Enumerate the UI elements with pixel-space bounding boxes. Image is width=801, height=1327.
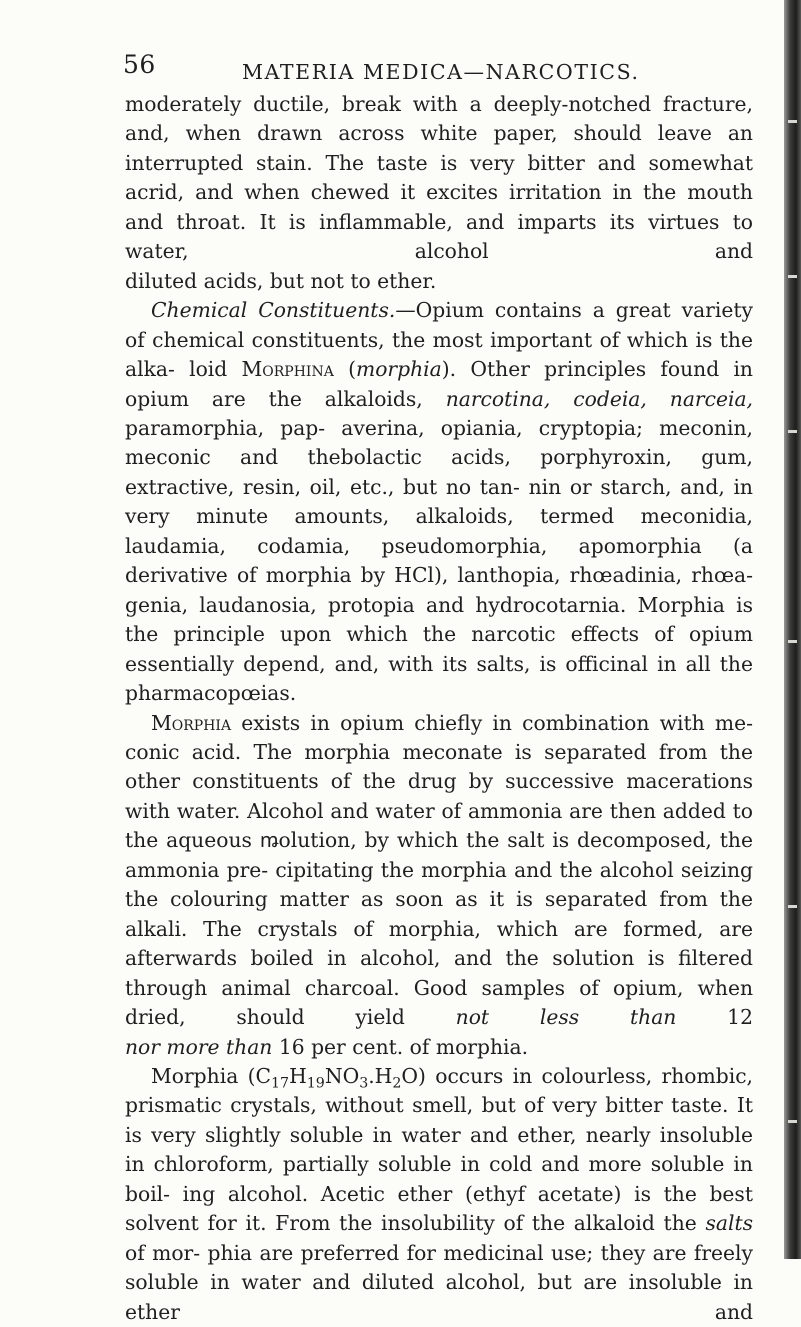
edge-speck: [788, 120, 797, 123]
text-fragment: O) occurs in colourless, rhombic,: [401, 1063, 753, 1088]
text-line: stain. The taste is very bitter and somewhat acrid, and when: [125, 150, 753, 205]
text-fragment: 12: [676, 1005, 753, 1030]
text-fragment: samples of opium, when dried, should yield: [125, 975, 754, 1030]
body-text: [125, 90, 753, 1327]
text-line: diluted acids, but not to ether.: [125, 268, 437, 293]
alkaloid-name: Morphina: [241, 357, 334, 382]
paragraph-1-end: [125, 267, 753, 296]
text-line: matter as soon as it is separated from the alkali. The crystals: [125, 887, 753, 941]
formula-subscript: 17: [271, 1075, 290, 1092]
text-line: prismatic crystals, without smell, but of very bitter taste. It: [125, 1093, 753, 1118]
text-line: acids, porphyroxin, gum, extractive, resin, oil, etc., but no tan-: [125, 445, 753, 499]
edge-speck: [788, 275, 797, 278]
edge-speck: [788, 1120, 797, 1123]
text-line: chewed it excites irritation in the mouth and throat. It is: [125, 180, 753, 234]
text-fragment: for it. From the insolubility of the alkaloid the: [207, 1211, 706, 1236]
text-line: moderately ductile, break with a deeply-notched fracture, and,: [125, 92, 753, 146]
text-line: inflammable, and imparts its virtues to water, alcohol and: [125, 209, 753, 264]
text-line: meconidia, laudamia, codamia, pseudomorphia, apomorphia (a: [125, 504, 753, 558]
emphasis: not less than: [455, 1005, 677, 1030]
text-line: genia, laudanosia, protopia and hydrocotarnia. Morphia is the: [125, 592, 753, 647]
formula-subscript: 3: [359, 1075, 369, 1092]
text-line: averina, opiania, cryptopia; meconin, meconic and thebolactic: [125, 415, 753, 470]
emphasis: salts: [705, 1211, 753, 1236]
alkaloid-name: Morphia: [151, 710, 232, 735]
formula: Morphia (C: [151, 1063, 272, 1088]
text-line: exists in opium chiefly in combination with me-: [231, 710, 753, 735]
emphasis: nor more than: [125, 1034, 273, 1059]
text-line: principle upon which the narcotic effects of opium essentially: [125, 622, 753, 676]
running-title: MATERIA MEDICA—NARCOTICS.: [242, 60, 640, 84]
formula: H: [289, 1063, 307, 1088]
text-fragment: of mor-: [125, 1240, 201, 1265]
formula-subscript: 19: [306, 1075, 325, 1092]
text-line: phia are preferred for medicinal use; they are freely soluble: [125, 1240, 754, 1295]
text-line: conic acid. The morphia meconate is separated from the other: [125, 739, 753, 794]
paragraph-morphia-extraction: [125, 709, 753, 1033]
page-number: 56: [123, 50, 156, 79]
text-line: ing alcohol. Acetic ether (ethyf acetate) is the best solvent: [125, 1181, 753, 1236]
edge-speck: [788, 640, 797, 643]
text-line: when drawn across white paper, should leave an interrupted: [125, 121, 753, 175]
text-fragment: loid: [189, 357, 242, 382]
text-line: ꬺolution, by which the salt is decomposed, the ammonia pre-: [125, 828, 753, 882]
text-fragment: are the alkaloids,: [211, 386, 446, 411]
text-line: constituents of the drug by successive macerations with water.: [125, 769, 753, 823]
text-line: of morphia, which are formed, are afterwards boiled in alcohol,: [125, 916, 754, 971]
paragraph-chemical-constituents: [125, 296, 753, 708]
text-line: derivative of morphia by HCl), lanthopia, rhœadinia, rhœa-: [125, 563, 753, 588]
formula-subscript: 2: [392, 1075, 402, 1092]
formula: .H: [368, 1063, 393, 1088]
text-fragment: ). Other principles found in opium: [125, 357, 753, 411]
text-line: in water and diluted alcohol, but are insoluble in ether and: [125, 1270, 753, 1324]
text-fragment: paramorphia, pap-: [125, 415, 326, 440]
section-heading: Chemical Constituents.: [151, 298, 396, 323]
text-line: chloroform, partially soluble in cold and more soluble in boil-: [125, 1152, 753, 1206]
text-line: cipitating the morphia and the alcohol seizing the colouring: [125, 857, 753, 912]
paragraph-morphia-properties: [125, 1062, 753, 1327]
edge-speck: [788, 905, 797, 908]
text-line: nin or starch, and, in very minute amounts, alkaloids, termed: [125, 474, 753, 529]
text-line: is very slightly soluble in water and ether, nearly insoluble in: [125, 1122, 753, 1177]
edge-speck: [788, 430, 797, 433]
text-line: depend, and, with its salts, is officinal in all the pharmacopœias.: [125, 651, 753, 706]
text-fragment: 16 per cent. of morphia.: [272, 1034, 529, 1059]
alkaloid-name: morphia: [355, 357, 442, 382]
text-line: chemical constituents, the most important of which is the alka-: [125, 327, 754, 382]
text-line: —Opium contains a great variety of: [125, 298, 753, 352]
text-line: and the solution is filtered through animal charcoal. Good: [125, 946, 753, 1000]
formula: NO: [324, 1063, 360, 1088]
text-fragment: (: [333, 357, 356, 382]
text-line: Alcohol and water of ammonia are then added to the aqueous: [125, 798, 753, 853]
paragraph-1: [125, 90, 753, 267]
paragraph-morphia-extraction-end: [125, 1033, 753, 1062]
alkaloid-names: narcotina, codeia, narceia,: [445, 386, 754, 411]
scanned-page-edge: [784, 0, 801, 1259]
